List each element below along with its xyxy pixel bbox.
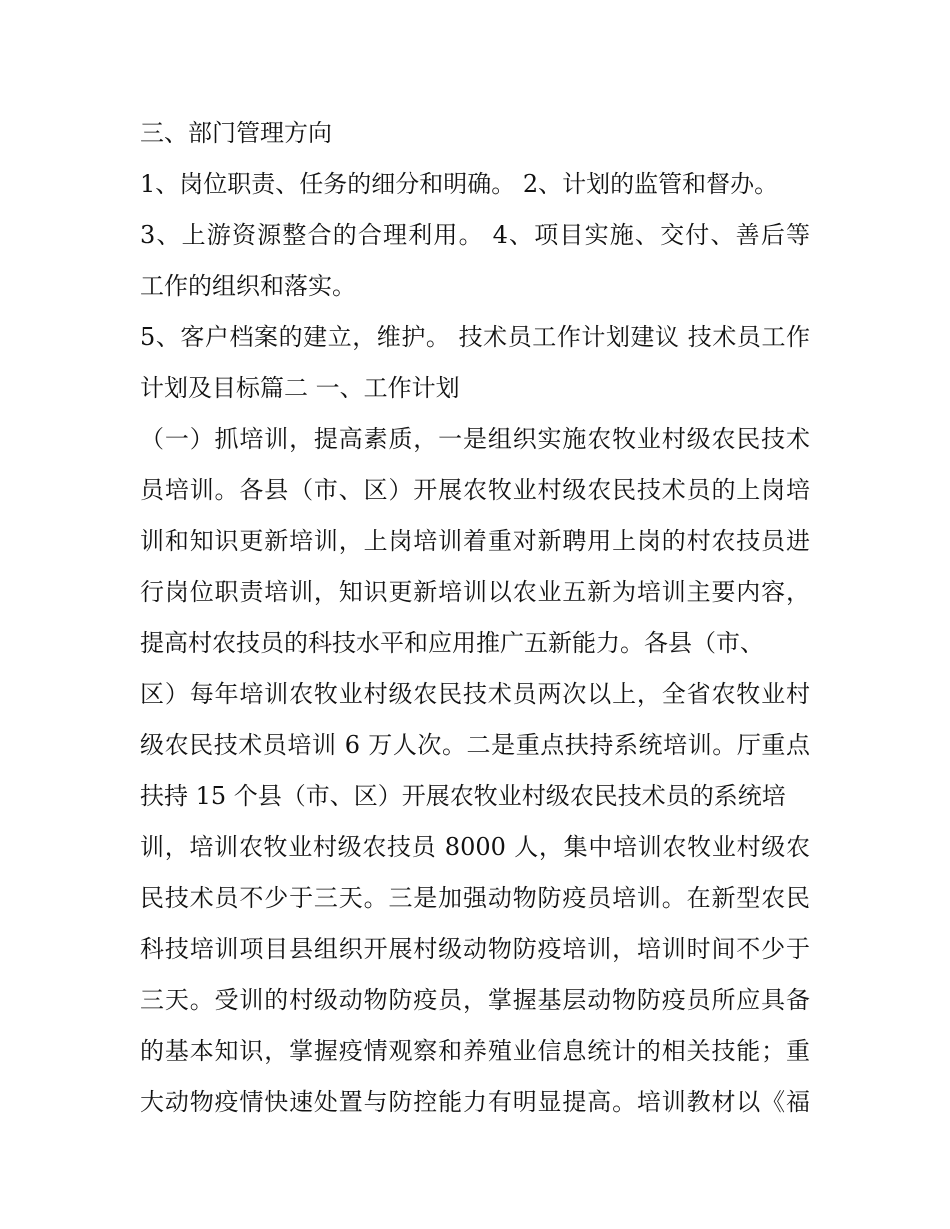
text-line: 的基本知识，掌握疫情观察和养殖业信息统计的相关技能；重 — [140, 1037, 810, 1065]
text-line: （一）抓培训，提高素质，一是组织实施农牧业村级农民技术 — [140, 425, 810, 453]
text-line: 5、客户档案的建立，维护。 技术员工作计划建议 技术员工作 — [140, 323, 810, 351]
text-line: 员培训。各县（市、区）开展农牧业村级农民技术员的上岗培 — [140, 476, 810, 504]
document-body — [140, 108, 810, 1128]
text-line: 3、上游资源整合的合理利用。 4、项目实施、交付、善后等 — [140, 221, 810, 249]
text-line: 科技培训项目县组织开展村级动物防疫培训，培训时间不少于 — [140, 935, 810, 963]
text-line: 大动物疫情快速处置与防控能力有明显提高。培训教材以《福 — [140, 1088, 810, 1116]
section-heading: 三、部门管理方向 — [140, 119, 332, 147]
text-line: 训和知识更新培训，上岗培训着重对新聘用上岗的村农技员进 — [140, 527, 810, 555]
text-line: 1、岗位职责、任务的细分和明确。 2、计划的监管和督办。 — [140, 170, 779, 198]
text-line: 训，培训农牧业村级农技员 8000 人，集中培训农牧业村级农 — [140, 833, 810, 861]
text-line: 级农民技术员培训 6 万人次。二是重点扶持系统培训。厅重点 — [140, 731, 810, 759]
text-line: 行岗位职责培训，知识更新培训以农业五新为培训主要内容， — [140, 578, 810, 606]
text-line: 提高村农技员的科技水平和应用推广五新能力。各县（市、 — [140, 629, 764, 657]
text-line: 计划及目标篇二 一、工作计划 — [140, 374, 460, 402]
text-line: 工作的组织和落实。 — [140, 272, 356, 300]
text-line: 区）每年培训农牧业村级农民技术员两次以上，全省农牧业村 — [140, 680, 810, 708]
text-line: 扶持 15 个县（市、区）开展农牧业村级农民技术员的系统培 — [140, 782, 786, 810]
text-line: 三天。受训的村级动物防疫员，掌握基层动物防疫员所应具备 — [140, 986, 810, 1014]
text-line: 民技术员不少于三天。三是加强动物防疫员培训。在新型农民 — [140, 884, 810, 912]
